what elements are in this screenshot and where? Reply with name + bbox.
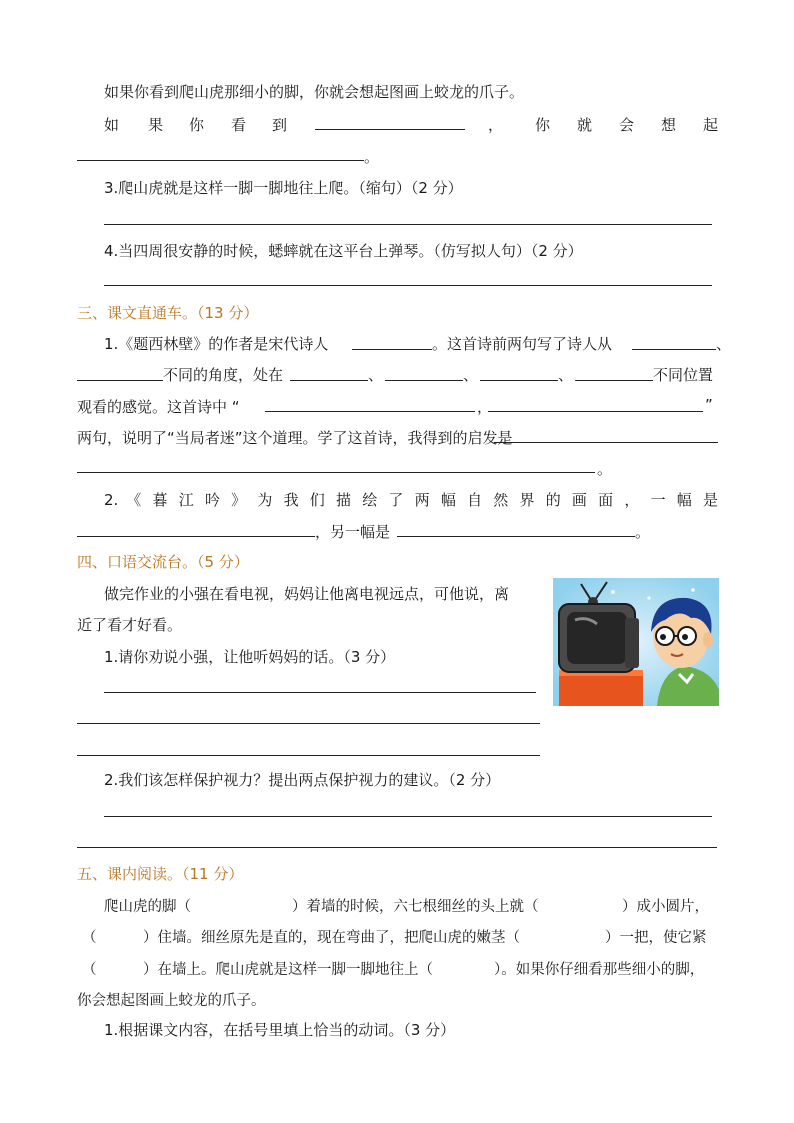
- q1-text: 、: [368, 366, 384, 384]
- q1-text: 观看的感觉。这首诗中 “: [77, 398, 240, 416]
- q1-text: 1.《题西林壁》的作者是宋代诗人: [104, 335, 329, 353]
- answer-line[interactable]: [77, 847, 717, 848]
- q1-text: 。这首诗前两句写了诗人从: [432, 335, 613, 353]
- passage-text: 爬山虎的脚（: [104, 899, 191, 915]
- q2-prompt: 2.我们该怎样保护视力？提出两点保护视力的建议。（2 分）: [104, 771, 501, 789]
- answer-blank[interactable]: [352, 349, 432, 350]
- answer-blank[interactable]: [290, 380, 368, 381]
- boy-watching-tv-illustration: [553, 578, 719, 706]
- q1-text: 。: [597, 460, 613, 478]
- answer-blank[interactable]: [494, 442, 718, 443]
- q2-char: 会: [619, 116, 635, 134]
- answer-blank[interactable]: [488, 411, 703, 412]
- q2-char: 想: [661, 116, 677, 134]
- answer-line[interactable]: [77, 723, 540, 724]
- answer-line[interactable]: [104, 816, 712, 817]
- scenario-text: 近了看才好看。: [77, 616, 183, 634]
- passage-text: 你会想起图画上蛟龙的爪子。: [77, 993, 266, 1009]
- q2-text: ，另一幅是: [315, 523, 391, 541]
- passage-text: ）。如果你仔细看那些细小的脚，: [494, 962, 705, 978]
- answer-line[interactable]: [77, 472, 595, 473]
- answer-blank[interactable]: [77, 536, 315, 537]
- q3-prompt: 3.爬山虎就是这样一脚一脚地往上爬。（缩句）（2 分）: [104, 179, 463, 197]
- q2-char: 如: [104, 116, 120, 134]
- passage-text: ）一把，使它紧: [605, 930, 707, 946]
- q1-text: 、: [716, 335, 732, 353]
- passage-text: ）成小圆片，: [622, 899, 709, 915]
- answer-blank[interactable]: [385, 380, 463, 381]
- answer-blank[interactable]: [265, 411, 475, 412]
- passage-text: （: [82, 930, 97, 946]
- answer-blank[interactable]: [632, 349, 716, 350]
- q1-text: ”: [705, 396, 713, 414]
- q2-char: 你: [535, 116, 551, 134]
- q2-comma: ，: [488, 116, 504, 134]
- passage-text: ）着墙的时候，六七根细丝的头上就（: [292, 899, 539, 915]
- q1-text: ，: [477, 398, 493, 416]
- answer-line[interactable]: [77, 755, 540, 756]
- q2-period: 。: [364, 148, 380, 166]
- answer-line[interactable]: [104, 285, 712, 286]
- q1-text: 、: [558, 366, 574, 384]
- q2-char: 你: [189, 116, 205, 134]
- passage-text: （: [82, 962, 97, 978]
- answer-blank[interactable]: [575, 380, 653, 381]
- q4-prompt: 4.当四周很安静的时候，蟋蟀就在这平台上弹琴。（仿写拟人句）（2 分）: [104, 242, 583, 260]
- answer-line[interactable]: [104, 224, 712, 225]
- q1-text: 两句，说明了“当局者迷”这个道理。学了这首诗，我得到的启发是: [77, 429, 513, 447]
- q2-char: 看: [231, 116, 247, 134]
- answer-blank[interactable]: [77, 380, 163, 381]
- q1-prompt: 1.请你劝说小强，让他听妈妈的话。（3 分）: [104, 648, 396, 666]
- q1-text: 不同的角度，处在: [163, 366, 284, 384]
- section-heading: 四、口语交流台。（5 分）: [77, 553, 249, 571]
- passage-text: ）住墙。细丝原先是直的，现在弯曲了，把爬山虎的嫩茎（: [143, 930, 520, 946]
- scenario-text: 做完作业的小强在看电视，妈妈让他离电视远点，可他说，离: [104, 585, 510, 603]
- q2-char: 就: [577, 116, 593, 134]
- q1-prompt: 1.根据课文内容，在括号里填上恰当的动词。（3 分）: [104, 1021, 456, 1039]
- q2-text: 2. 《 暮 江 吟 》 为 我 们 描 绘 了 两 幅 自 然 界 的 画 面 ， 一 幅 是: [104, 491, 718, 509]
- answer-blank[interactable]: [77, 160, 364, 161]
- section-heading: 五、课内阅读。（11 分）: [77, 865, 244, 883]
- q1-text: 、: [463, 366, 479, 384]
- q2-sentence: 如果你看到爬山虎那细小的脚，你就会想起图画上蛟龙的爪子。: [104, 83, 525, 101]
- q2-text: 。: [635, 523, 651, 541]
- q1-text: 不同位置: [653, 366, 714, 384]
- answer-line[interactable]: [104, 692, 536, 693]
- answer-blank[interactable]: [315, 129, 465, 130]
- answer-blank[interactable]: [397, 536, 635, 537]
- section-heading: 三、课文直通车。（13 分）: [77, 304, 259, 322]
- q2-char: 到: [272, 116, 288, 134]
- answer-blank[interactable]: [480, 380, 558, 381]
- q2-char: 果: [148, 116, 164, 134]
- passage-text: ）在墙上。爬山虎就是这样一脚一脚地往上（: [143, 962, 433, 978]
- q2-char: 起: [703, 116, 719, 134]
